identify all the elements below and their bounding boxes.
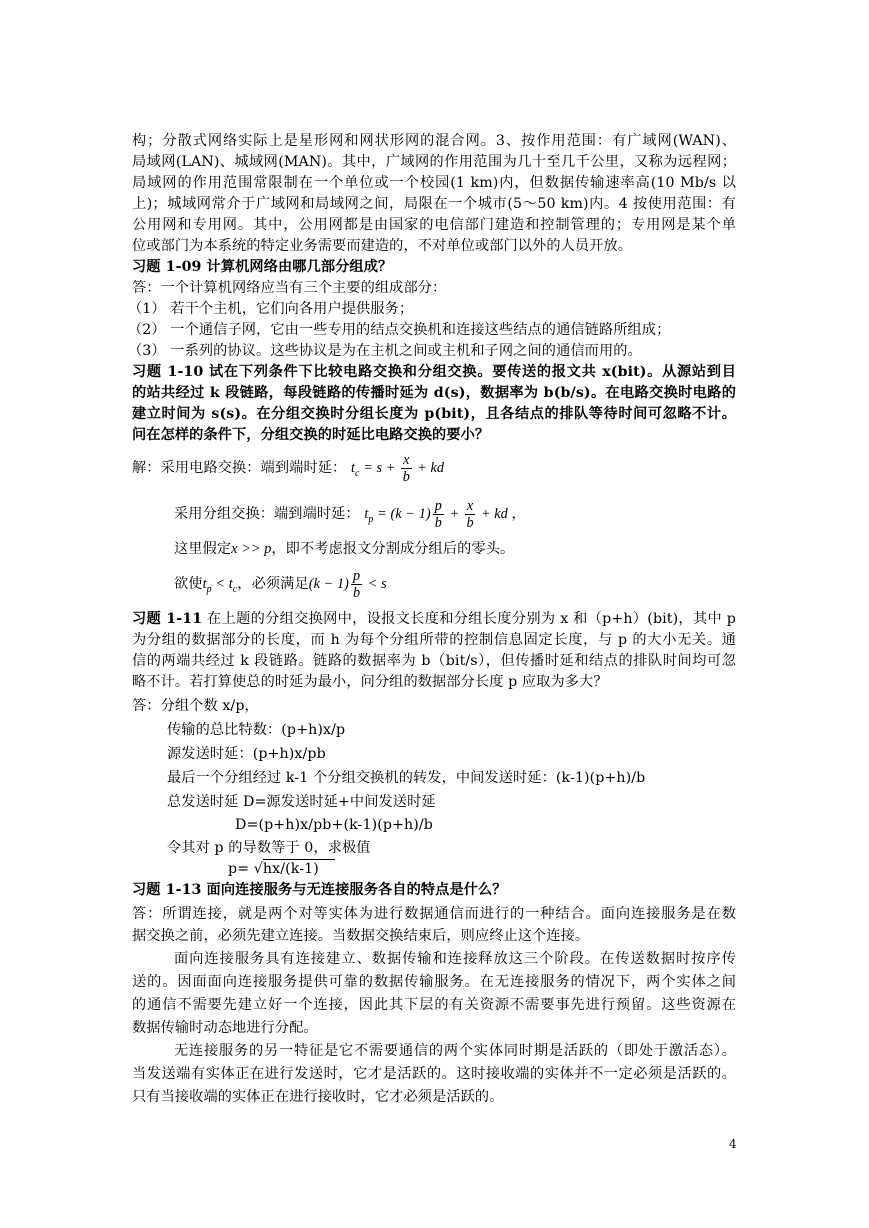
exercise-1-10-heading: 问在怎样的条件下，分组交换的时延比电路交换的要小？ <box>132 427 490 443</box>
formula-p-optimal: p= √hx/(k-1) <box>228 859 335 879</box>
exercise-1-11-line: 略不计。若打算使总的时延为最小，问分组的数据部分长度 p 应取为多大？ <box>132 674 608 690</box>
formula-condition-left: $t_p < t_c$ <box>202 576 238 595</box>
formula-condition-right: (k − 1) $\frac{p}{b}$ < s <box>308 568 387 602</box>
answer-line: 当发送端有实体正在进行发送时，它才是活跃的。这时接收端的实体并不一定必须是活跃的。 <box>132 1066 736 1082</box>
paragraph-line: 上)；城域网常介于广域网和局域网之间，局限在一个城市(5～50 km)内。4 按使用范围：有 <box>132 196 736 212</box>
exercise-1-11-line: 信的两端共经过 k 段链路。链路的数据率为 b（bit/s），但传播时延和结点的排队时间均可忽 <box>132 653 736 669</box>
answer-line: 答：分组个数 x/p， <box>132 698 259 714</box>
formula-assumption: x >> p <box>231 541 272 557</box>
answer-list-item: （1） 若干个主机，它们向各用户提供服务； <box>128 301 414 317</box>
answer-line: 答：所谓连接，就是两个对等实体为进行数据通信而进行的一种结合。面向连接服务是在数 <box>132 906 736 922</box>
answer-line: 总发送时延 D=源发送时延+中间发送时延 <box>167 794 436 810</box>
paragraph-line: 公用网和专用网。其中，公用网都是由国家的电信部门建造和控制管理的；专用网是某个单 <box>132 217 736 233</box>
answer-line: D=(p+h)x/pb+(k-1)(p+h)/b <box>235 817 433 833</box>
paragraph-line: 构；分散式网络实际上是星形网和网状形网的混合网。3、按作用范围：有广域网(WAN)、 <box>132 133 736 149</box>
solution-label: 解：采用电路交换：端到端时延： <box>132 460 347 476</box>
exercise-1-11-heading: 习题 1-11 <box>132 611 203 627</box>
answer-list-item: （3） 一系列的协议。这些协议是为在主机之间或主机和子网之间的通信而用的。 <box>128 343 642 359</box>
paragraph-line: 位或部门为本系统的特定业务需要而建造的，不对单位或部门以外的人员开放。 <box>132 238 633 254</box>
exercise-1-11-line: 习题 1-11 在上题的分组交换网中，设报文长度和分组长度分别为 x 和（p+h）(bit)，其中 p <box>132 611 736 627</box>
answer-line: 传输的总比特数：(p+h)x/p <box>167 722 346 738</box>
answer-line: 据交换之前，必须先建立连接。当数据交换结束后，则应终止这个连接。 <box>132 928 590 944</box>
answer-line: 数据传输时动态地进行分配。 <box>132 1020 318 1036</box>
exercise-1-13-heading: 习题 1-13 面向连接服务与无连接服务各自的特点是什么？ <box>132 882 507 898</box>
exercise-1-11-line: 为分组的数据部分的长度，而 h 为每个分组所带的控制信息固定长度，与 p 的大小无关。通 <box>132 632 736 648</box>
condition-line: 欲使$t_p < t_c$，必须满足(k − 1) $\frac{p}{b}$ < s <box>174 568 387 602</box>
paragraph-line: 局域网的作用范围常限制在一个单位或一个校园(1 km)内，但数据传输速率高(10 Mb/s 以 <box>132 175 736 191</box>
answer-line: 只有当接收端的实体正在进行接收时，它才必须是活跃的。 <box>132 1089 504 1105</box>
answer-line: 的通信不需要先建立好一个连接，因此其下层的有关资源不需要事先进行预留。这些资源在 <box>132 997 736 1013</box>
page-number: 4 <box>729 1137 737 1151</box>
exercise-1-10-heading: 习题 1-10 试在下列条件下比较电路交换和分组交换。要传送的报文共 x(bit)。从源站到目 <box>132 364 736 380</box>
paragraph-line: 局域网(LAN)、城域网(MAN)。其中，广域网的作用范围为几十至几千公里，又称为远程网； <box>132 154 736 170</box>
solution-packet-switching: 采用分组交换：端到端时延： $t_p = (k - 1)$ $\frac{p}{b}$ + $\frac{x}{b}$ + kd ， <box>174 498 526 532</box>
answer-line: 最后一个分组经过 k-1 个分组交换机的转发，中间发送时延：(k-1)(p+h)/b <box>167 770 646 786</box>
exercise-1-10-heading: 建立时间为 s(s)。在分组交换时分组长度为 p(bit)，且各结点的排队等待时间可忽略不计。 <box>132 406 736 422</box>
answer-line: 无连接服务的另一特征是它不需要通信的两个实体同时期是活跃的（即处于激活态）。 <box>174 1043 736 1059</box>
formula-tp: $t_p = (k - 1)$ $\frac{p}{b}$ + $\frac{x}{b}$ + kd <box>364 498 508 532</box>
answer-line: 令其对 p 的导数等于 0，求极值 <box>167 840 371 856</box>
answer-line: 面向连接服务具有连接建立、数据传输和连接释放这三个阶段。在传送数据时按序传 <box>174 951 736 967</box>
exercise-1-09-heading: 习题 1-09 计算机网络由哪几部分组成？ <box>132 259 393 275</box>
formula-tc: $t_c = s$ + $\frac{x}{b}$ + kd <box>350 452 445 486</box>
exercise-1-10-heading: 的站共经过 k 段链路，每段链路的传播时延为 d(s)，数据率为 b(b/s)。在电路交换时电路的 <box>132 385 736 401</box>
answer-line: 送的。因面面向连接服务提供可靠的数据传输服务。在无连接服务的情况下，两个实体之间 <box>132 974 736 990</box>
solution-circuit-switching <box>132 451 444 491</box>
assumption-line: 这里假定x >> p，即不考虑报文分割成分组后的零头。 <box>174 541 515 557</box>
answer-line: 源发送时延：(p+h)x/pb <box>167 746 326 762</box>
answer-list-item: （2） 一个通信子网，它由一些专用的结点交换机和连接这些结点的通信链路所组成； <box>128 322 671 338</box>
solution-label: 采用分组交换：端到端时延： <box>174 506 360 522</box>
answer-line: 答：一个计算机网络应当有三个主要的组成部分： <box>132 280 447 296</box>
